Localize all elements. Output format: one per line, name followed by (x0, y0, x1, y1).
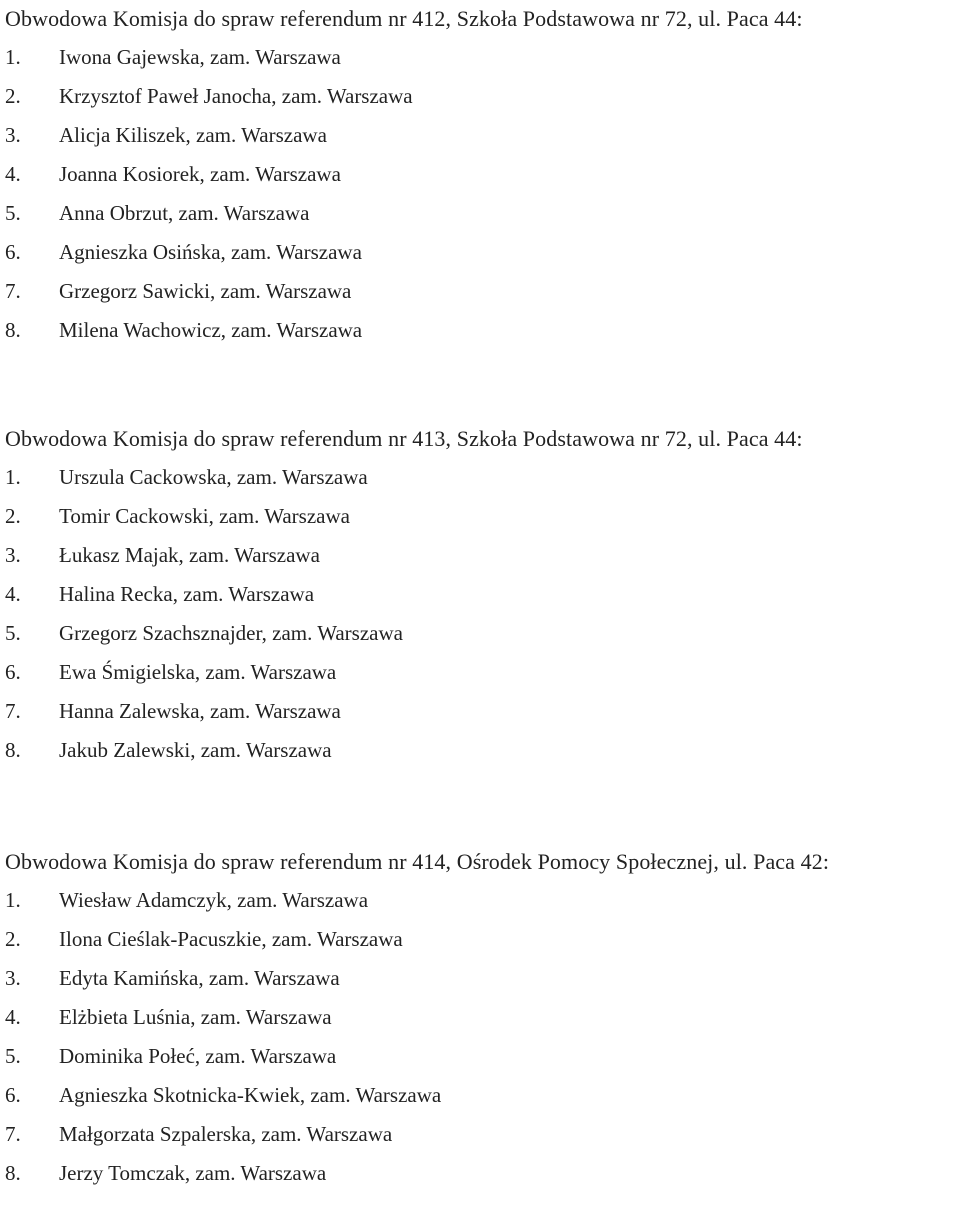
item-number: 1. (5, 45, 21, 69)
commission-heading: Obwodowa Komisja do spraw referendum nr 413, Szkoła Podstawowa nr 72, ul. Paca 44: (5, 426, 803, 451)
item-number: 1. (5, 888, 21, 912)
commission-section-414 (5, 843, 955, 1193)
list-item (5, 998, 955, 1037)
item-number: 3. (5, 123, 21, 147)
member-name: Łukasz Majak, zam. Warszawa (59, 543, 320, 567)
commission-heading: Obwodowa Komisja do spraw referendum nr 412, Szkoła Podstawowa nr 72, ul. Paca 44: (5, 6, 803, 31)
member-name: Jakub Zalewski, zam. Warszawa (59, 738, 332, 762)
list-item (5, 497, 955, 536)
item-number: 5. (5, 1044, 21, 1068)
item-number: 2. (5, 927, 21, 951)
member-list (5, 458, 955, 770)
item-number: 6. (5, 240, 21, 264)
list-item (5, 653, 955, 692)
list-item (5, 1076, 955, 1115)
commission-section-413 (5, 420, 955, 770)
list-item (5, 614, 955, 653)
item-number: 8. (5, 1161, 21, 1185)
list-item (5, 458, 955, 497)
item-number: 6. (5, 660, 21, 684)
list-item (5, 920, 955, 959)
item-number: 8. (5, 738, 21, 762)
list-item (5, 77, 955, 116)
list-item (5, 311, 955, 350)
list-item (5, 272, 955, 311)
member-list (5, 38, 955, 350)
item-number: 5. (5, 621, 21, 645)
commission-section-412 (5, 0, 955, 350)
item-number: 7. (5, 1122, 21, 1146)
item-number: 8. (5, 318, 21, 342)
list-item (5, 575, 955, 614)
member-name: Grzegorz Szachsznajder, zam. Warszawa (59, 621, 403, 645)
list-item (5, 881, 955, 920)
list-item (5, 1154, 955, 1193)
member-list (5, 881, 955, 1193)
member-name: Edyta Kamińska, zam. Warszawa (59, 966, 340, 990)
member-name: Elżbieta Luśnia, zam. Warszawa (59, 1005, 332, 1029)
member-name: Anna Obrzut, zam. Warszawa (59, 201, 310, 225)
list-item (5, 1037, 955, 1076)
item-number: 7. (5, 279, 21, 303)
member-name: Joanna Kosiorek, zam. Warszawa (59, 162, 341, 186)
list-item (5, 959, 955, 998)
item-number: 3. (5, 966, 21, 990)
member-name: Agnieszka Skotnicka-Kwiek, zam. Warszawa (59, 1083, 442, 1107)
member-name: Milena Wachowicz, zam. Warszawa (59, 318, 363, 342)
list-item (5, 233, 955, 272)
member-name: Wiesław Adamczyk, zam. Warszawa (59, 888, 369, 912)
item-number: 3. (5, 543, 21, 567)
item-number: 6. (5, 1083, 21, 1107)
member-name: Tomir Cackowski, zam. Warszawa (59, 504, 350, 528)
list-item (5, 1115, 955, 1154)
list-item (5, 536, 955, 575)
item-number: 7. (5, 699, 21, 723)
member-name: Ilona Cieślak-Pacuszkie, zam. Warszawa (59, 927, 403, 951)
item-number: 4. (5, 1005, 21, 1029)
member-name: Grzegorz Sawicki, zam. Warszawa (59, 279, 352, 303)
member-name: Alicja Kiliszek, zam. Warszawa (59, 123, 327, 147)
member-name: Halina Recka, zam. Warszawa (59, 582, 315, 606)
list-item (5, 116, 955, 155)
member-name: Dominika Połeć, zam. Warszawa (59, 1044, 337, 1068)
item-number: 5. (5, 201, 21, 225)
list-item (5, 692, 955, 731)
item-number: 2. (5, 84, 21, 108)
member-name: Agnieszka Osińska, zam. Warszawa (59, 240, 362, 264)
list-item (5, 731, 955, 770)
list-item (5, 194, 955, 233)
member-name: Hanna Zalewska, zam. Warszawa (59, 699, 341, 723)
member-name: Ewa Śmigielska, zam. Warszawa (59, 660, 337, 684)
list-item (5, 38, 955, 77)
member-name: Urszula Cackowska, zam. Warszawa (59, 465, 368, 489)
item-number: 1. (5, 465, 21, 489)
member-name: Krzysztof Paweł Janocha, zam. Warszawa (59, 84, 413, 108)
item-number: 2. (5, 504, 21, 528)
item-number: 4. (5, 582, 21, 606)
member-name: Jerzy Tomczak, zam. Warszawa (59, 1161, 327, 1185)
item-number: 4. (5, 162, 21, 186)
member-name: Iwona Gajewska, zam. Warszawa (59, 45, 341, 69)
list-item (5, 155, 955, 194)
commission-heading: Obwodowa Komisja do spraw referendum nr 414, Ośrodek Pomocy Społecznej, ul. Paca 42: (5, 849, 830, 874)
member-name: Małgorzata Szpalerska, zam. Warszawa (59, 1122, 393, 1146)
